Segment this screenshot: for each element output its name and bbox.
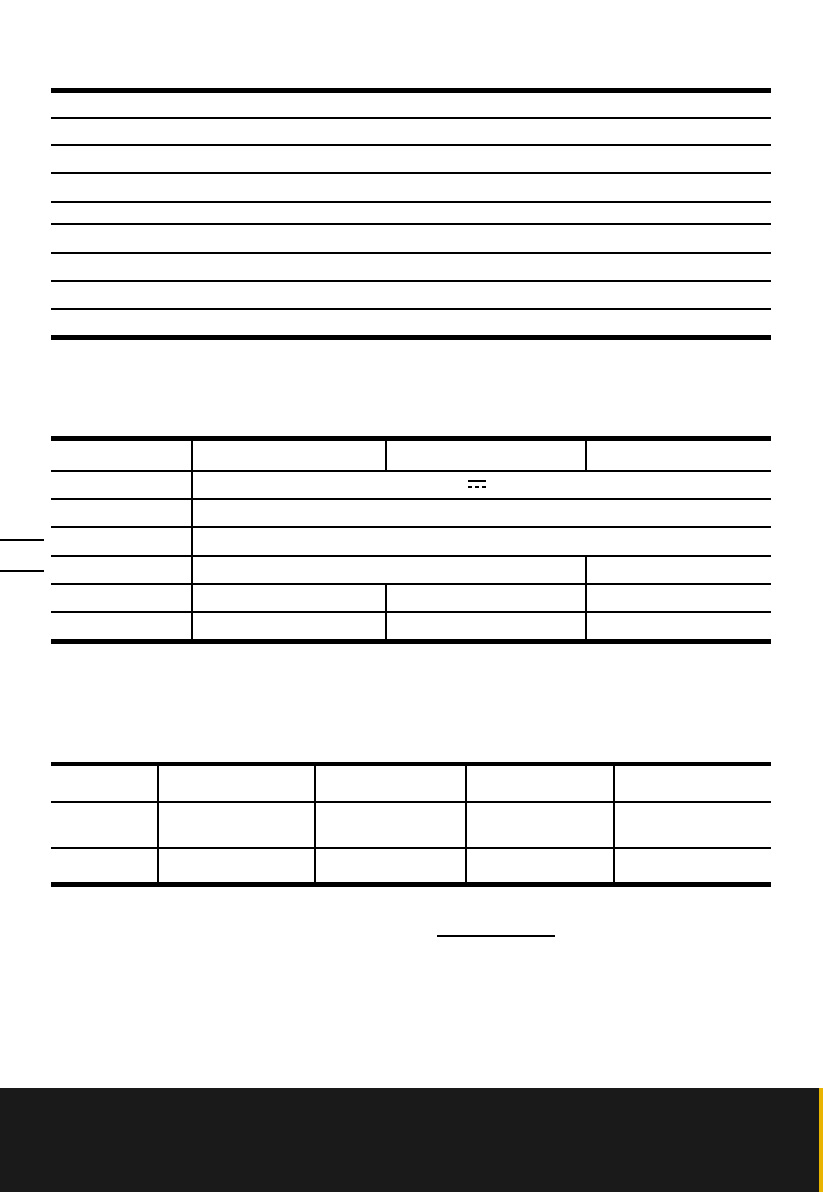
table-row-divider [51,583,771,585]
table-row-divider [51,144,771,146]
table-row-divider [51,470,771,472]
table-top-rule [51,436,771,441]
link-underline[interactable] [437,935,555,937]
column-divider [613,766,615,882]
table-row-divider [51,117,771,119]
column-divider [191,441,193,639]
table-row-divider [51,201,771,203]
column-divider [585,585,587,639]
column-divider [385,441,387,470]
table-row-divider [51,526,771,528]
margin-tab-mark [0,539,44,541]
column-divider [385,585,387,639]
column-divider [465,766,467,882]
page-edge-accent [819,1088,823,1192]
table-top-rule [51,88,771,93]
table-row-divider [51,252,771,254]
table-row-divider [51,555,771,557]
table-row-divider [51,280,771,282]
column-divider [157,766,159,882]
table-row-divider [51,847,771,849]
column-divider [585,557,587,583]
table-row-divider [51,172,771,174]
table-bottom-rule [51,882,771,887]
table-top-rule [51,762,771,766]
column-divider [585,441,587,470]
table-row-divider [51,611,771,613]
table-bottom-rule [51,639,771,644]
footer-band [0,1088,823,1192]
table-row-divider [51,498,771,500]
table-row-divider [51,223,771,225]
table-bottom-rule [51,335,771,340]
column-divider [314,766,316,882]
dc-current-icon [468,480,486,490]
table-row-divider [51,308,771,310]
table-row-divider [51,801,771,803]
margin-tab-mark [0,570,44,572]
